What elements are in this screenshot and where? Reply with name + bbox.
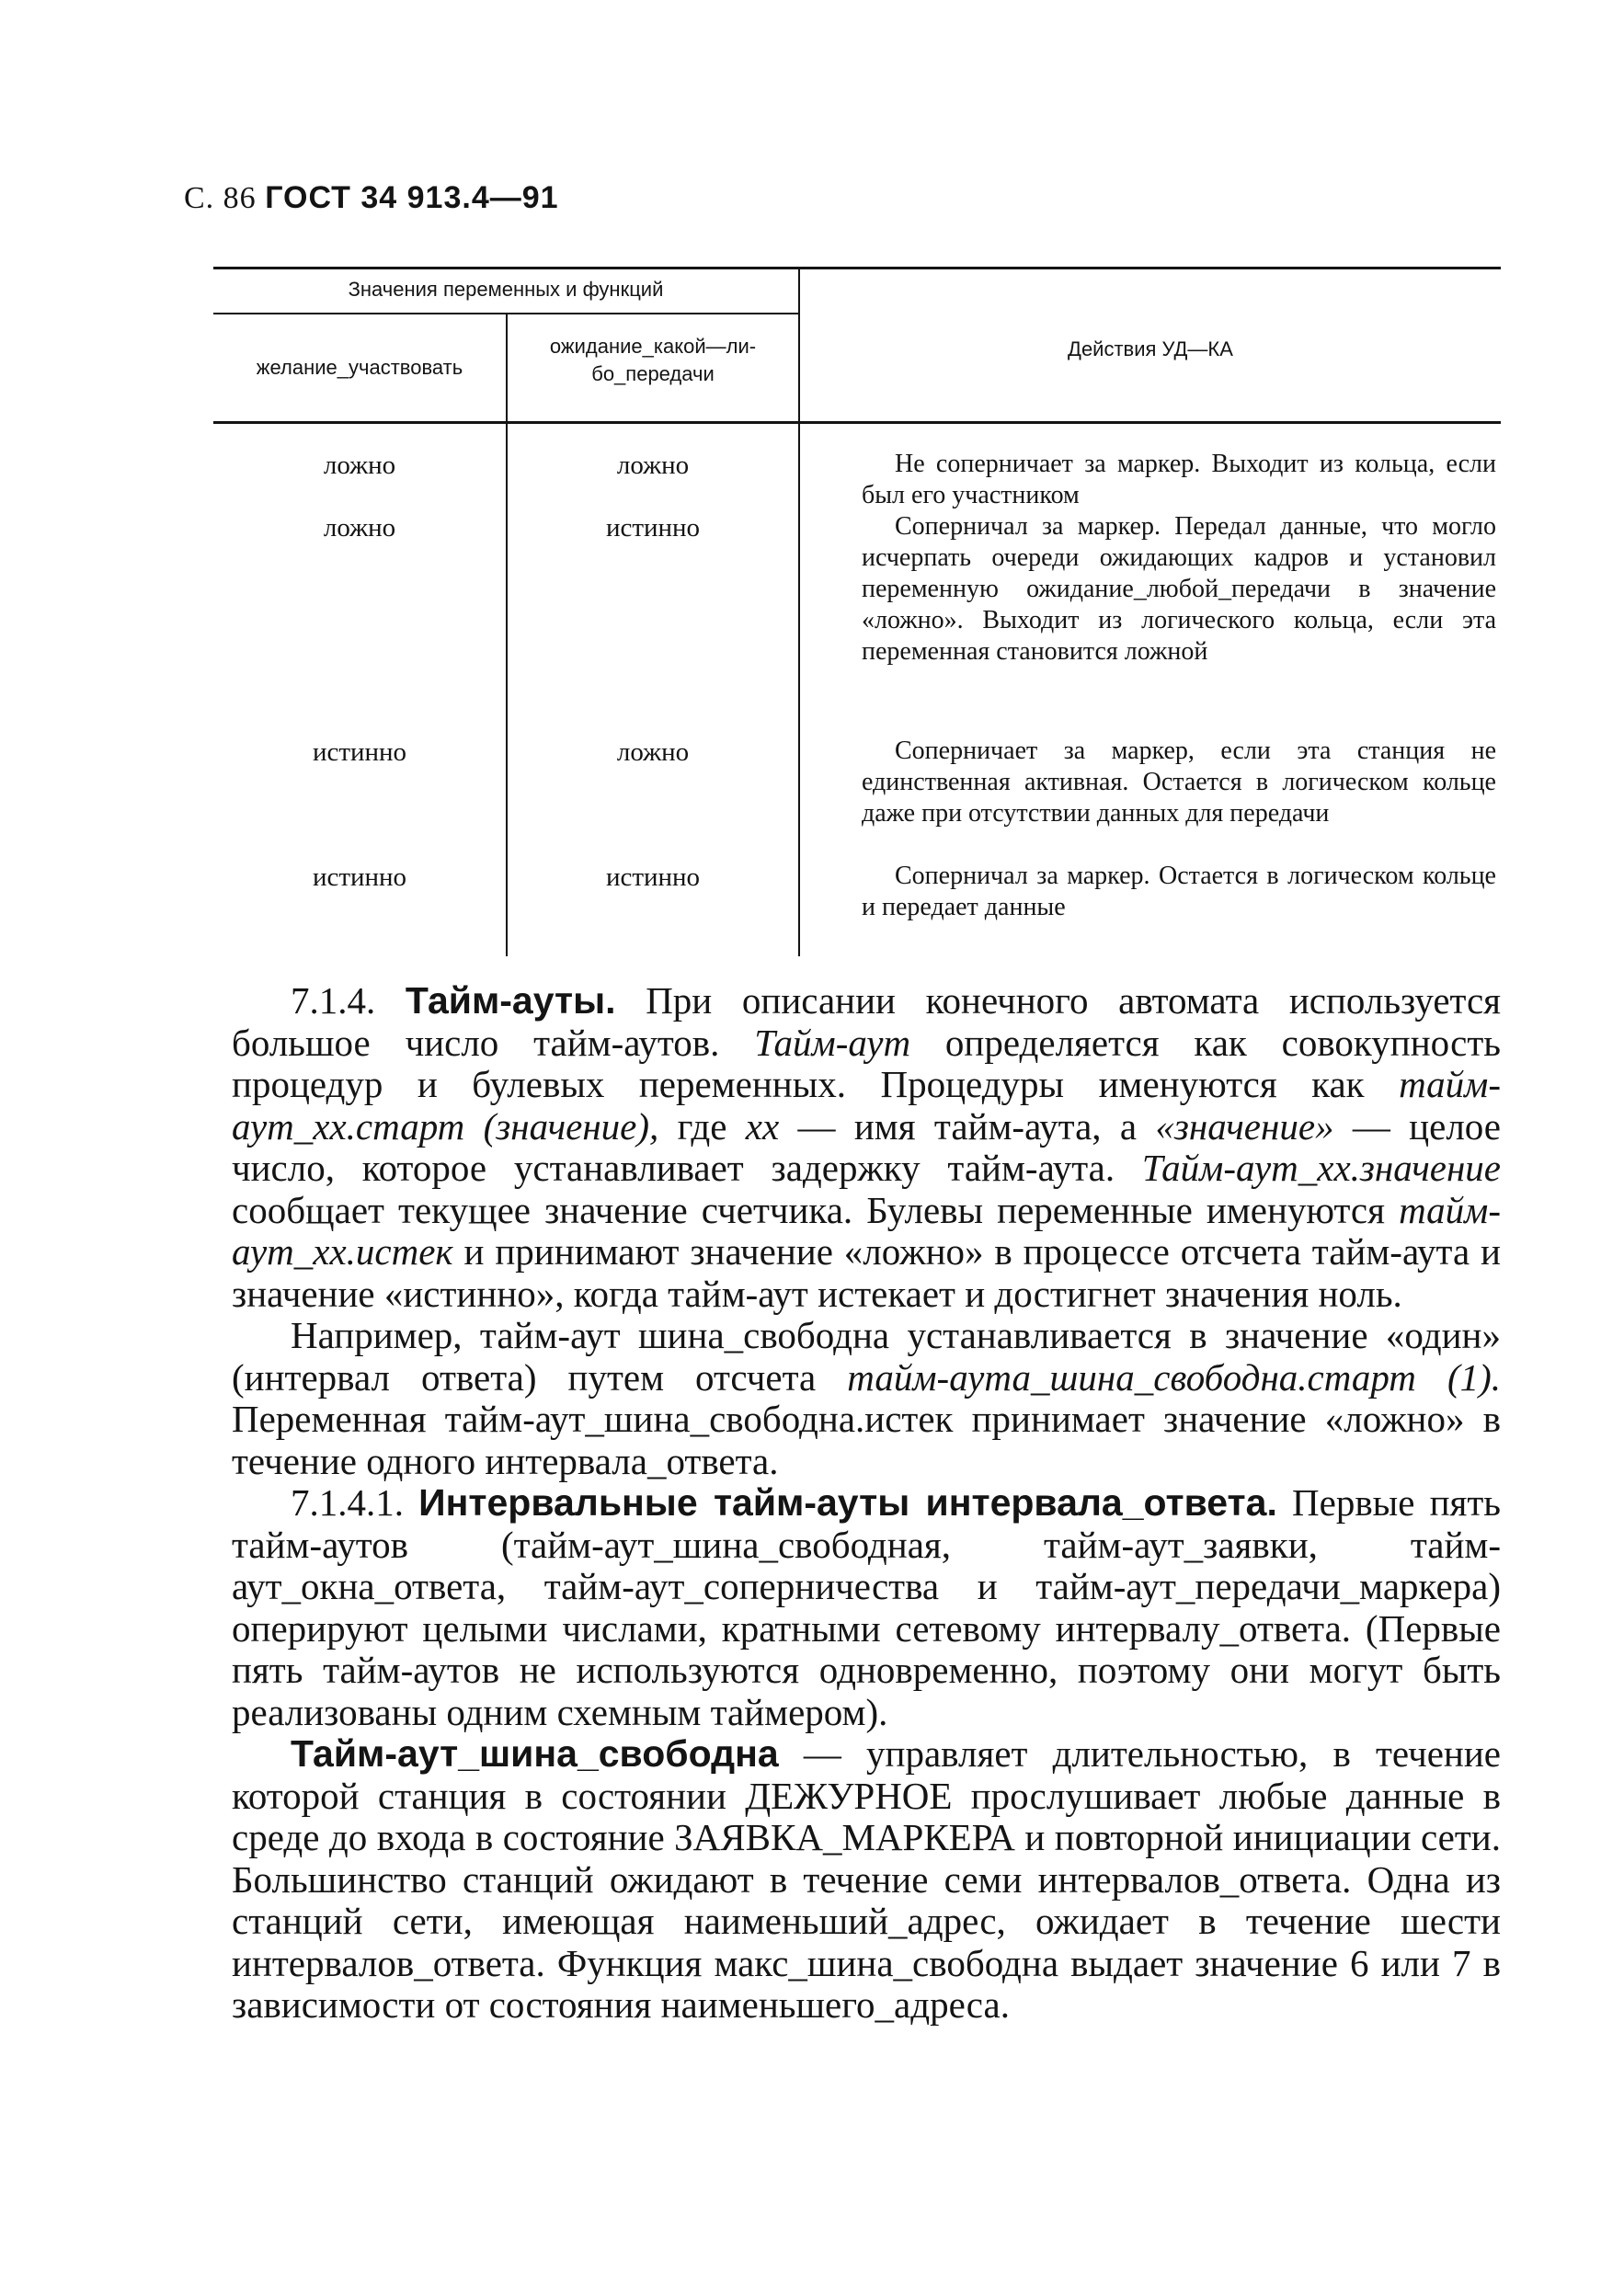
col2-header-line2: бо_передачи — [591, 362, 715, 385]
col-divider-2 — [798, 267, 800, 956]
row2-c2: истинно — [605, 513, 701, 543]
section-heading: Тайм-ауты. — [405, 979, 616, 1022]
row2-action: Соперничал за маркер. Передал данные, что могло исчерпать очереди ожидающих кадров и установил переменную ожидание_любой_передачи в значение «ложно». Выходит из логического кольца, если эта переменная становится ложной — [862, 512, 1496, 666]
italic-term: Тайм-аут_хх.значение — [1141, 1147, 1501, 1189]
col3-header: Действия УД—КА — [1068, 337, 1233, 360]
italic-term: тайм-аута_шина_свободна.старт (1). — [847, 1355, 1501, 1399]
text-run: Первые пять тайм-аутов (тайм-аут_шина_свободная, тайм-аут_заявки, тайм-аут_окна_ответа, тайм-аут_соперничества и тайм-аут_передачи_маркера) оперируют целыми числами, кратными сетевому интервалу_ответа. (Первые пять тайм-аутов не используются одновременно, поэтому они могут быть реализованы одним схемным таймером). — [232, 1481, 1502, 1733]
paragraph-7-1-4 — [232, 980, 1501, 1315]
text-run: определяется как совокупность процедур и булевых переменных. Процедуры именуются как — [232, 1021, 1501, 1105]
text-run: сообщает текущее значение счетчика. Булевы переменные именуются — [232, 1188, 1400, 1231]
actions-table — [213, 267, 1501, 956]
text-run: и принимают значение «ложно» в процессе отсчета тайм-аута и значение «истинно», когда тайм-аут истекает и достигнет значения ноль. — [232, 1230, 1501, 1315]
text-run: — целое число, которое устанавливает задержку тайм-аута. — [232, 1104, 1501, 1189]
text-run: Например, тайм-аут шина_свободна устанавливается в значение «один» (интервал ответа) путем отсчета — [232, 1314, 1501, 1399]
page-header — [184, 180, 559, 216]
section-number: 7.1.4.1. — [291, 1481, 404, 1524]
table-top-rule — [213, 267, 1501, 269]
section-heading: Интервальные тайм-ауты интервала_ответа. — [418, 1481, 1277, 1524]
italic-term: Тайм-аут — [754, 1021, 911, 1064]
section-number: 7.1.4. — [291, 979, 376, 1022]
row1-c1: ложно — [323, 451, 396, 480]
row4-c2: истинно — [605, 862, 701, 892]
standard-number: ГОСТ 34 913.4—91 — [265, 180, 559, 215]
header-bottom-rule — [213, 421, 1501, 424]
row3-c2: ложно — [616, 737, 690, 767]
row3-c1: истинно — [312, 737, 407, 767]
group-header: Значения переменных и функций — [348, 278, 664, 301]
col2-header — [508, 333, 798, 388]
row4-c1: истинно — [312, 862, 407, 892]
text-run: — имя тайм-аута, а — [779, 1104, 1156, 1148]
italic-term: «значение» — [1155, 1104, 1334, 1148]
italic-term: тайм-аут_хх.старт (значение), — [232, 1063, 1501, 1148]
italic-term: хх — [745, 1104, 780, 1148]
text-run: Переменная тайм-аут_шина_свободна.истек принимает значение «ложно» в течение одного интервала_ответа. — [232, 1398, 1501, 1482]
page-number: С. 86 — [184, 181, 257, 215]
term-heading: Тайм-аут_шина_свободна — [291, 1732, 779, 1775]
row3-action: Соперничает за маркер, если эта станция не единственная активная. Остается в логическом кольце даже при отсутствии данных для передачи — [862, 737, 1496, 828]
body-text — [232, 980, 1501, 2027]
paragraph-7-1-4-1 — [232, 1482, 1501, 1733]
text-run: — управляет длительностью, в течение которой станция в состоянии ДЕЖУРНОЕ прослушивает любые данные в среде до входа в состояние ЗАЯВКА_МАРКЕРА и повторной инициации сети. Большинство станций ожидают в течение семи интервалов_ответа. Одна из станций сети, имеющая наименьший_адрес, ожидает в течение шести интервалов_ответа. Функция макс_шина_свободна выдает значение 6 или 7 в зависимости от состояния наименьшего_адреса. — [232, 1732, 1501, 2026]
paragraph-bus-free — [232, 1733, 1501, 2027]
col2-header-line1: ожидание_какой—ли- — [549, 335, 757, 358]
col-divider-1 — [506, 313, 508, 956]
row2-c1: ложно — [323, 513, 396, 543]
text-run: При описании конечного автомата используется большое число тайм-аутов. — [232, 979, 1502, 1064]
col1-header: желание_участвовать — [256, 356, 463, 379]
text-run: где — [658, 1104, 746, 1148]
paragraph-example — [232, 1315, 1501, 1482]
row4-action: Соперничал за маркер. Остается в логическом кольце и передает данные — [862, 862, 1496, 921]
italic-term: тайм-аут_хх.истек — [232, 1188, 1501, 1273]
row1-action: Не соперничает за маркер. Выходит из кольца, если был его участником — [862, 450, 1496, 509]
row1-c2: ложно — [616, 451, 690, 480]
